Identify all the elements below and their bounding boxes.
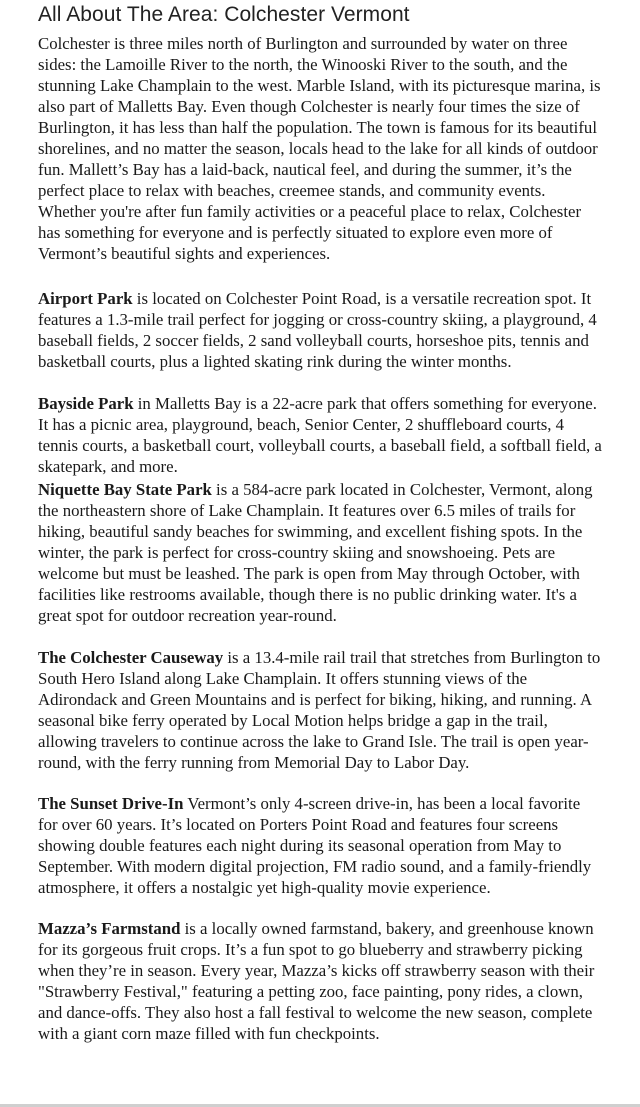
section-body: Vermont’s only 4-screen drive-in, has been a local favorite for over 60 years. It’s located on Porters Point Road and features four screens showing double features each night during its seasonal operation from May to September. With modern digital projection, FM radio sound, and a family-friendly atmosphere, it offers a nostalgic yet high-quality movie experience. [38, 794, 592, 897]
section-airport-park [38, 288, 602, 372]
section-heading: The Sunset Drive-In [38, 794, 184, 813]
section-heading: Airport Park [38, 289, 133, 308]
section-heading: Bayside Park [38, 394, 134, 413]
section-body: is located on Colchester Point Road, is a versatile recreation spot. It features a 1.3-mile trail perfect for jogging or cross-country skiing, a playground, 4 baseball fields, 2 soccer fields, 2 sand volleyball courts, horseshoe pits, tennis and basketball courts, plus a lighted skating rink during the winter months. [38, 289, 597, 371]
intro-paragraph: Colchester is three miles north of Burlington and surrounded by water on three sides: the Lamoille River to the north, the Winooski River to the south, and the stunning Lake Champlain to the west. Marble Island, with its picturesque marina, is also part of Malletts Bay. Even though Colchester is nearly four times the size of Burlington, it has less than half the population. The town is famous for its beautiful shorelines, and no matter the season, locals head to the lake for all kinds of outdoor fun. Mallett’s Bay has a laid-back, nautical feel, and during the summer, it’s the perfect place to relax with beaches, creemee stands, and community events. Whether you're after fun family activities or a peaceful place to relax, Colchester has something for everyone and is perfectly situated to explore even more of Vermont’s beautiful sights and experiences. [38, 34, 601, 263]
section-body: is a 13.4-mile rail trail that stretches from Burlington to South Hero Island along Lake Champlain. It offers stunning views of the Adirondack and Green Mountains and is perfect for biking, hiking, and running. A seasonal bike ferry operated by Local Motion helps bridge a gap in the trail, allowing travelers to continue across the lake to Grand Isle. The trail is open year-round, with the ferry running from Memorial Day to Labor Day. [38, 648, 601, 772]
section-body: is a locally owned farmstand, bakery, and greenhouse known for its gorgeous fruit crops. It’s a fun spot to go blueberry and strawberry picking when they’re in season. Every year, Mazza’s kicks off strawberry season with their "Strawberry Festival," featuring a petting zoo, face painting, pony rides, a clown, and dance-offs. They also host a fall festival to welcome the new season, complete with a giant corn maze filled with fun checkpoints. [38, 919, 595, 1043]
section-heading: The Colchester Causeway [38, 648, 224, 667]
section-colchester-causeway [38, 647, 602, 773]
section-body: in Malletts Bay is a 22-acre park that offers something for everyone. It has a picnic area, playground, beach, Senior Center, 2 shuffleboard courts, 4 tennis courts, a basketball court, volleyball courts, a baseball field, a softball field, a skatepark, and more. [38, 394, 602, 476]
section-heading: Niquette Bay State Park [38, 480, 212, 499]
section-heading: Mazza’s Farmstand [38, 919, 181, 938]
section-bayside-park [38, 393, 602, 477]
page-title: All About The Area: Colchester Vermont [38, 3, 410, 26]
section-mazzas-farmstand [38, 918, 602, 1044]
section-niquette-bay-state-park [38, 479, 602, 626]
section-sunset-drive-in [38, 793, 602, 898]
section-body: is a 584-acre park located in Colchester, Vermont, along the northeastern shore of Lake Champlain. It features over 6.5 miles of trails for hiking, beautiful sandy beaches for swimming, and excellent fishing spots. In the winter, the park is perfect for cross-country skiing and snowshoeing. Pets are welcome but must be leashed. The park is open from May through October, with facilities like restrooms available, though there is no public drinking water. It's a great spot for outdoor recreation year-round. [38, 480, 593, 625]
